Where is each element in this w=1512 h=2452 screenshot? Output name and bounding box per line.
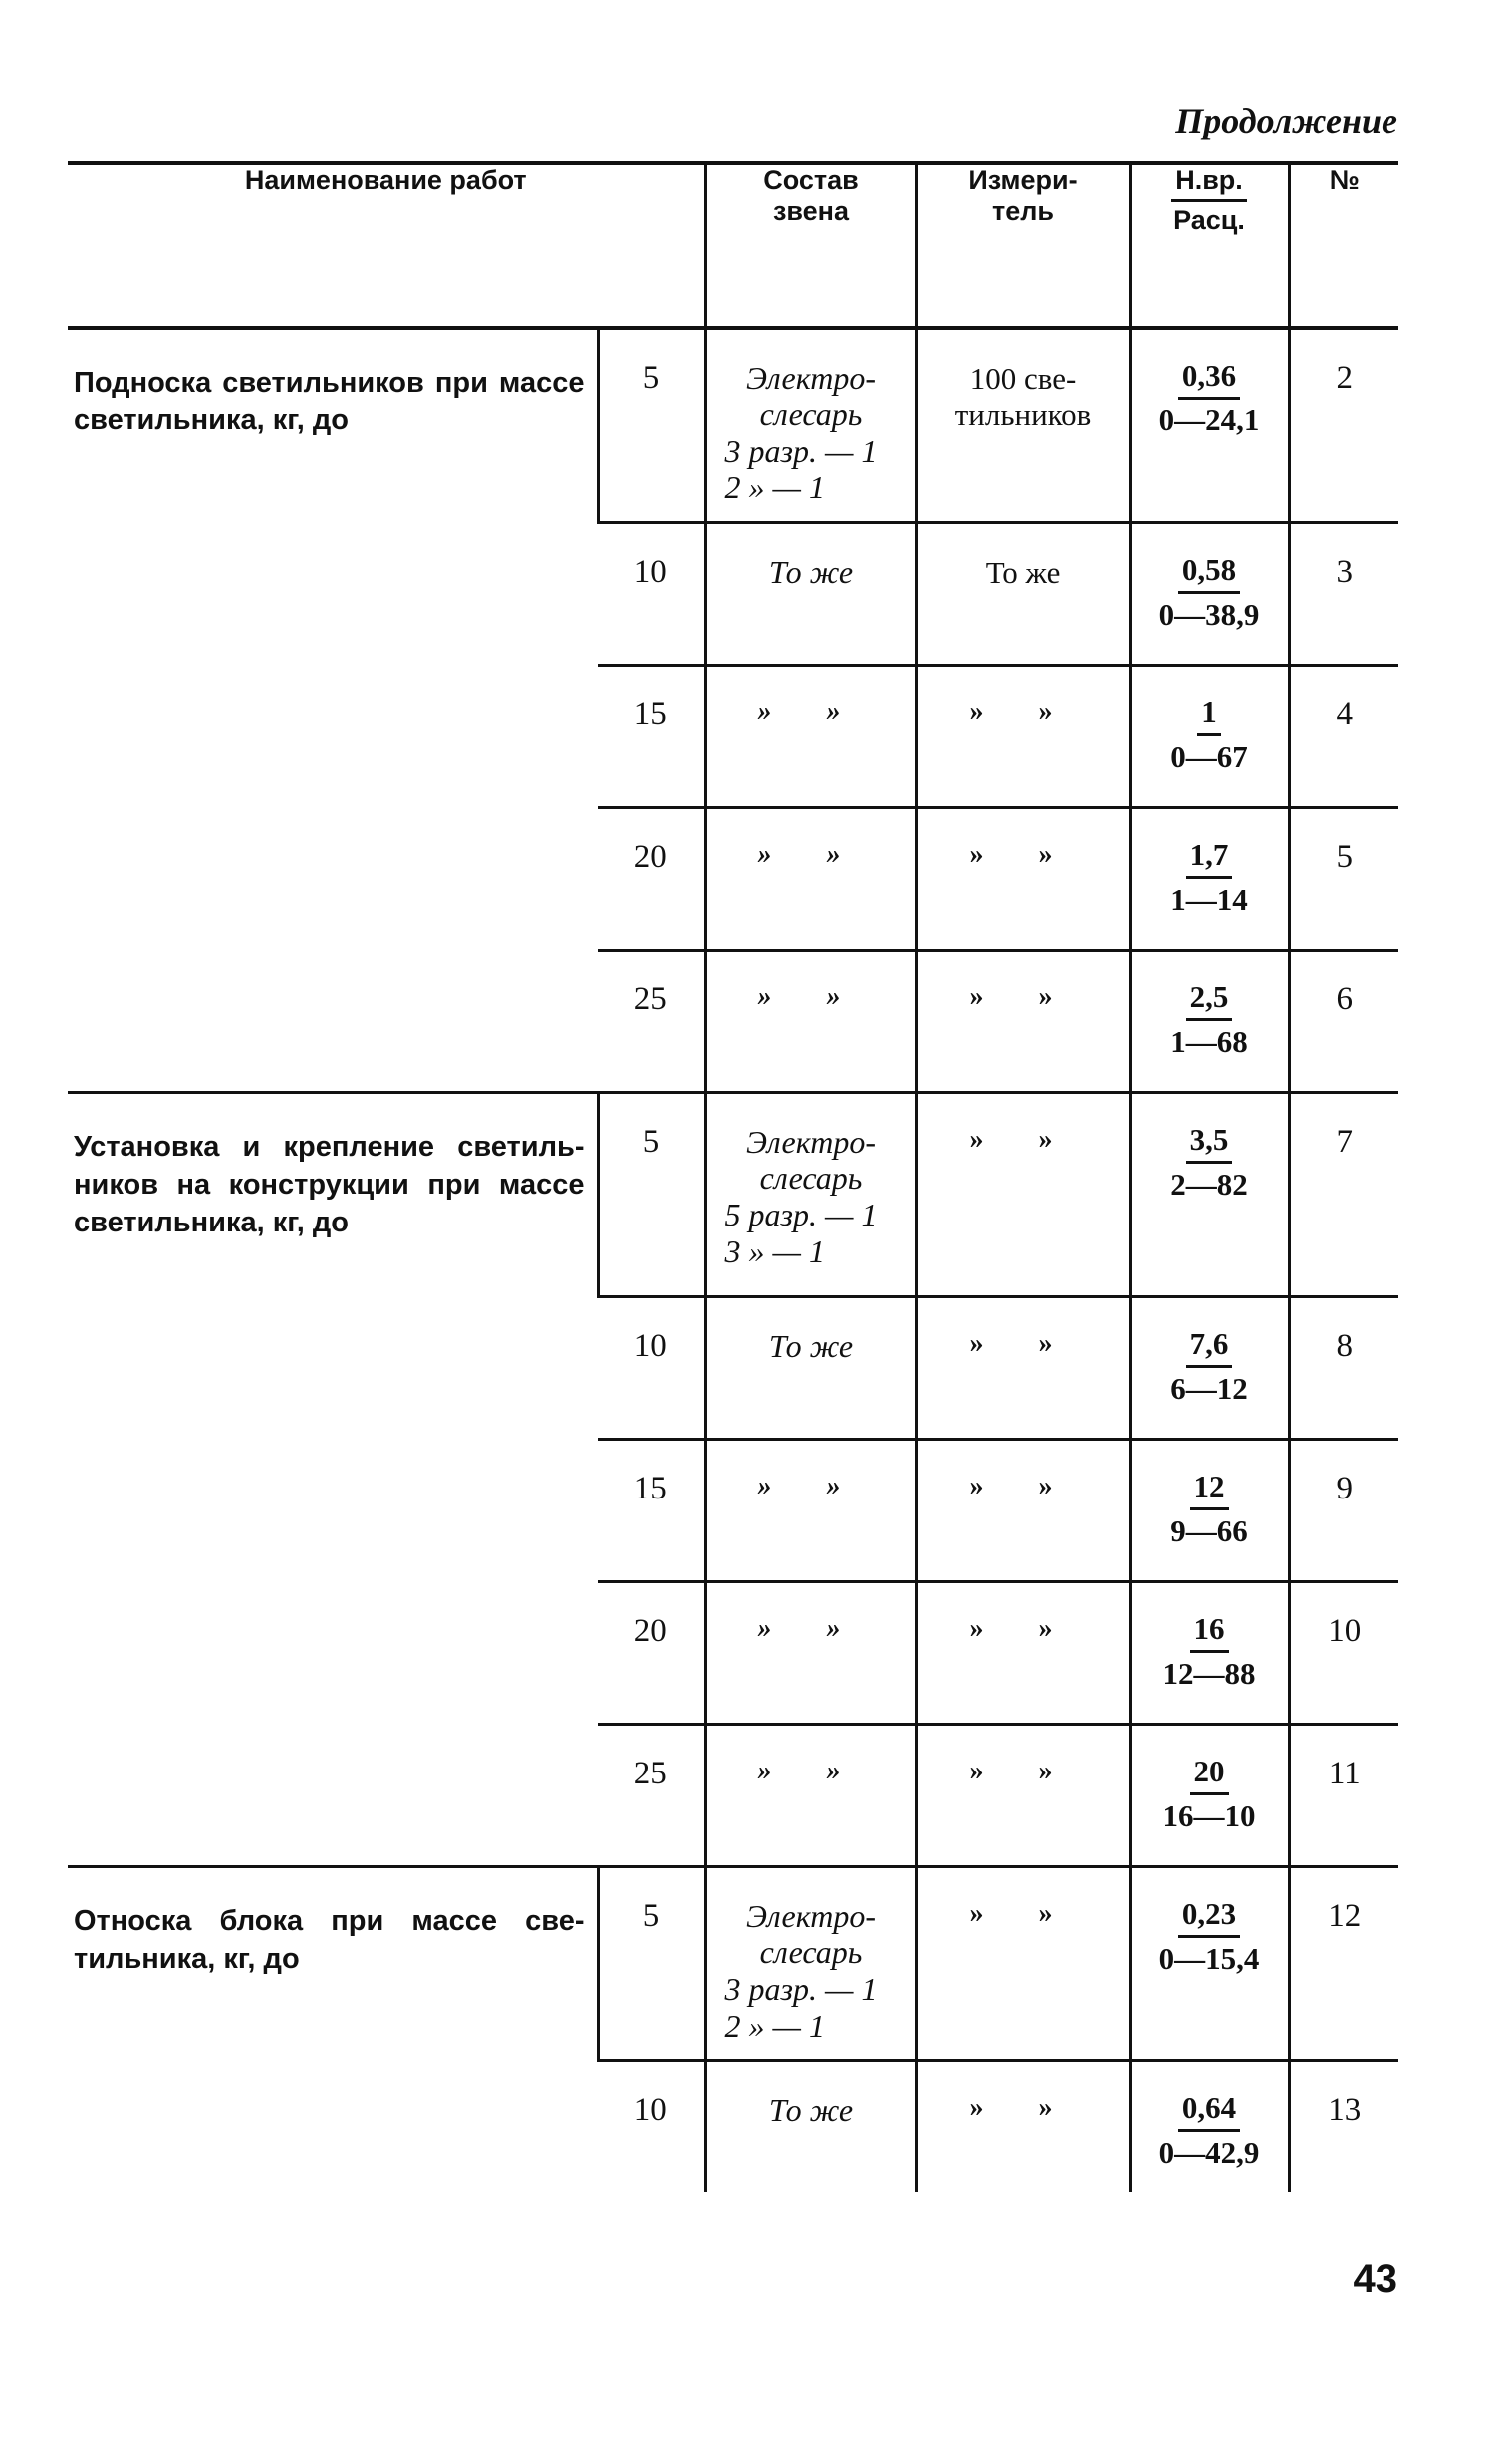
unit-cell: » » — [916, 950, 1130, 1092]
crew-line: 3 разр. — 1 — [724, 432, 878, 469]
crew-title: Электро-слесарь — [746, 1897, 877, 1971]
crew-cell: То же — [705, 522, 916, 665]
work-name-cell: Установка и крепление светиль-ников на конструкции при массе светильника, кг, до — [68, 1092, 598, 1866]
crew-line: 2 » — 1 — [724, 469, 825, 506]
norm-cell — [1130, 522, 1289, 665]
norm-time: 1 — [1197, 694, 1221, 736]
mass-cell: 5 — [598, 1092, 705, 1296]
mass-cell: 15 — [598, 665, 705, 807]
work-name-cell: Подноска светильников при массе светильника, кг, до — [68, 328, 598, 1092]
mass-cell: 5 — [598, 1866, 705, 2060]
row-number: 8 — [1289, 1296, 1398, 1439]
norm-time: 20 — [1190, 1754, 1229, 1795]
norm-time: 0,23 — [1178, 1896, 1240, 1938]
rate: 1—68 — [1170, 1023, 1248, 1059]
continuation-label: Продолжение — [1175, 101, 1397, 140]
row-number: 13 — [1289, 2060, 1398, 2192]
row-number: 4 — [1289, 665, 1398, 807]
header-crew: Состав звена — [705, 163, 916, 328]
row-number: 5 — [1289, 807, 1398, 950]
norm-cell — [1130, 950, 1289, 1092]
norm-cell — [1130, 1581, 1289, 1724]
rate: 0—24,1 — [1158, 403, 1260, 437]
mass-cell: 15 — [598, 1439, 705, 1581]
norm-time: 0,58 — [1178, 552, 1240, 594]
row-number: 9 — [1289, 1439, 1398, 1581]
header-norm-rate — [1130, 163, 1289, 328]
table-body — [68, 328, 1398, 2192]
norm-cell — [1130, 1439, 1289, 1581]
norm-cell — [1130, 1296, 1289, 1439]
crew-cell: » » — [705, 665, 916, 807]
row-number: 10 — [1289, 1581, 1398, 1724]
norm-time: 1,7 — [1186, 837, 1233, 879]
unit-cell: 100 све-тильников — [916, 328, 1130, 522]
row-number: 6 — [1289, 950, 1398, 1092]
rate: 1—14 — [1170, 881, 1248, 917]
crew-title: Электро-слесарь — [746, 360, 877, 432]
table-row — [68, 1866, 1398, 2060]
norms-table — [68, 161, 1398, 2192]
unit-cell: » » — [916, 1581, 1130, 1724]
table-row — [68, 328, 1398, 522]
norm-cell — [1130, 328, 1289, 522]
norm-time: 0,64 — [1178, 2090, 1240, 2132]
row-number: 2 — [1289, 328, 1398, 522]
rate: 16—10 — [1162, 1797, 1256, 1833]
mass-cell: 10 — [598, 2060, 705, 2192]
unit-cell: » » — [916, 1866, 1130, 2060]
unit-cell: » » — [916, 807, 1130, 950]
header-norm-time: Н.вр. — [1171, 165, 1247, 202]
rate: 6—12 — [1170, 1370, 1248, 1406]
norm-time: 16 — [1190, 1611, 1229, 1653]
mass-cell: 10 — [598, 522, 705, 665]
rate: 0—38,9 — [1158, 596, 1260, 632]
row-number: 12 — [1289, 1866, 1398, 2060]
page-number: 43 — [1353, 2257, 1397, 2301]
unit-cell: » » — [916, 1439, 1130, 1581]
mass-cell: 25 — [598, 950, 705, 1092]
unit-cell: » » — [916, 1092, 1130, 1296]
row-number: 3 — [1289, 522, 1398, 665]
norm-time: 7,6 — [1186, 1326, 1233, 1368]
mass-cell: 20 — [598, 1581, 705, 1724]
unit-cell: » » — [916, 665, 1130, 807]
row-number: 7 — [1289, 1092, 1398, 1296]
mass-cell: 20 — [598, 807, 705, 950]
crew-cell: » » — [705, 1439, 916, 1581]
norm-cell — [1130, 665, 1289, 807]
rate: 0—42,9 — [1158, 2134, 1260, 2170]
crew-cell — [705, 1866, 916, 2060]
crew-cell: То же — [705, 2060, 916, 2192]
crew-line: 3 » — 1 — [724, 1232, 825, 1269]
unit-cell: » » — [916, 2060, 1130, 2192]
crew-cell: » » — [705, 950, 916, 1092]
rate: 2—82 — [1170, 1166, 1248, 1202]
norm-cell — [1130, 807, 1289, 950]
crew-cell: » » — [705, 1724, 916, 1866]
unit-cell: » » — [916, 1296, 1130, 1439]
norm-cell — [1130, 2060, 1289, 2192]
norm-cell — [1130, 1724, 1289, 1866]
crew-cell: То же — [705, 1296, 916, 1439]
crew-cell: » » — [705, 807, 916, 950]
crew-cell — [705, 1092, 916, 1296]
rate: 9—66 — [1170, 1512, 1248, 1548]
rate: 0—15,4 — [1158, 1940, 1260, 1976]
norm-cell — [1130, 1866, 1289, 2060]
crew-title: Электро-слесарь — [746, 1123, 877, 1197]
work-name-cell: Относка блока при массе све-тильника, кг, до — [68, 1866, 598, 2192]
unit-cell: » » — [916, 1724, 1130, 1866]
crew-cell — [705, 328, 916, 522]
row-number: 11 — [1289, 1724, 1398, 1866]
mass-cell: 5 — [598, 328, 705, 522]
crew-cell: » » — [705, 1581, 916, 1724]
norm-time: 0,36 — [1178, 358, 1240, 400]
header-unit: Измери-тель — [916, 163, 1130, 328]
header-number: № — [1289, 163, 1398, 328]
norm-cell — [1130, 1092, 1289, 1296]
norm-time: 3,5 — [1186, 1122, 1233, 1164]
rate: 0—67 — [1170, 738, 1248, 774]
header-rate: Расц. — [1173, 205, 1245, 236]
header-work-name: Наименование работ — [244, 165, 527, 195]
crew-line: 2 » — 1 — [724, 2007, 825, 2043]
rate: 12—88 — [1162, 1655, 1256, 1691]
table-row — [68, 1092, 1398, 1296]
norm-time: 2,5 — [1186, 979, 1233, 1021]
mass-cell: 10 — [598, 1296, 705, 1439]
crew-line: 5 разр. — 1 — [724, 1197, 878, 1233]
unit-cell: То же — [916, 522, 1130, 665]
crew-line: 3 разр. — 1 — [724, 1971, 878, 2008]
table-header-row — [68, 163, 1398, 328]
mass-cell: 25 — [598, 1724, 705, 1866]
norm-time: 12 — [1190, 1469, 1229, 1510]
